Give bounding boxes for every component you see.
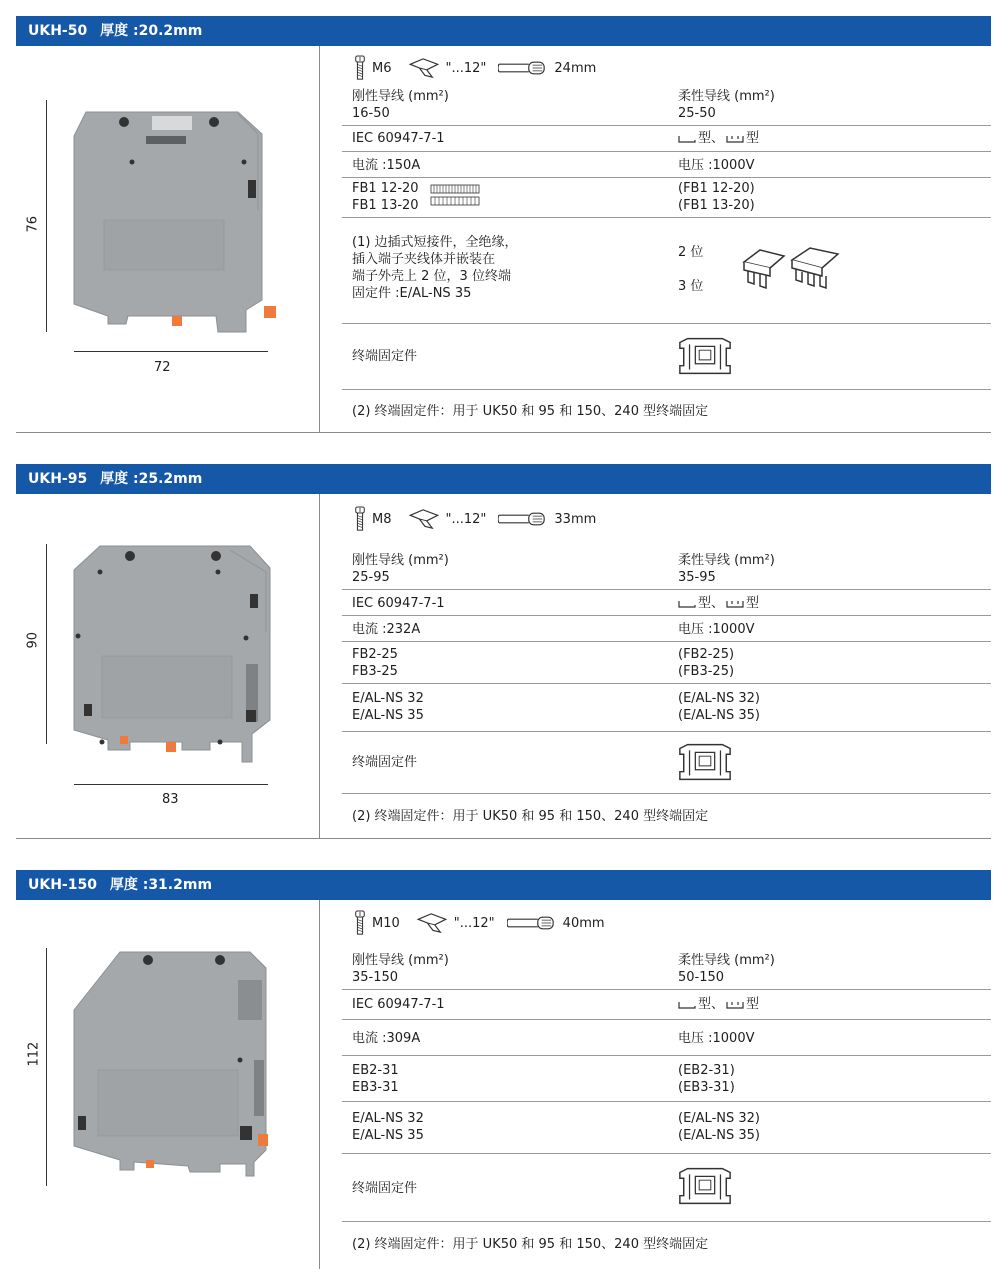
flex-label: 柔性导线 (mm²) [678, 953, 775, 968]
type-a-icon [678, 599, 696, 609]
end-stop-2: E/AL-NS 35 [352, 1128, 424, 1143]
section-ukh-50 [16, 16, 991, 434]
rigid-label: 刚性导线 (mm²) [352, 89, 449, 104]
voltage-rating: 电压 :1000V [678, 622, 755, 637]
spec-icon-row [354, 494, 596, 544]
product-image-panel [16, 494, 320, 838]
rigid-label: 刚性导线 (mm²) [352, 553, 449, 568]
flex-label: 柔性导线 (mm²) [678, 89, 775, 104]
thickness: 厚度 :20.2mm [100, 23, 203, 39]
end-clamp-row [342, 324, 991, 390]
width-dimension-label: 72 [154, 360, 171, 375]
thickness: 厚度 :25.2mm [100, 471, 203, 487]
rating-row [342, 152, 991, 178]
end-stop-1-alt: (E/AL-NS 32) [678, 691, 760, 706]
ukh-150-product-image [70, 950, 280, 1180]
end-clamp-row [342, 1154, 991, 1222]
bridge-1: EB2-31 [352, 1063, 399, 1078]
height-dimension-line [46, 544, 47, 744]
type-label-b: 型 [746, 131, 760, 146]
end-clamp-note: (2) 终端固定件：用于 UK50 和 95 和 150、240 型终端固定 [352, 1237, 709, 1252]
standard: IEC 60947-7-1 [352, 131, 445, 146]
spec-icon-row [354, 46, 596, 90]
standard: IEC 60947-7-1 [352, 997, 445, 1012]
section-header [16, 16, 991, 46]
strip-length: 24mm [554, 60, 597, 76]
end-stop-2-alt: (E/AL-NS 35) [678, 708, 760, 723]
stripping-tool-icon [408, 508, 440, 530]
screw-size: M8 [372, 511, 392, 527]
bridge-1: FB1 12-20 [352, 181, 419, 196]
rigid-value: 25-95 [352, 570, 390, 585]
type-label-a: 型、 [698, 596, 725, 611]
product-image-panel [16, 900, 320, 1269]
type-label-b: 型 [746, 596, 760, 611]
flex-value: 50-150 [678, 970, 725, 985]
note-line-2: 插入端子夹线体并嵌装在 [352, 252, 496, 267]
model-title: UKH-95 [28, 471, 88, 487]
strip-spec: "...12" [445, 511, 487, 527]
end-clamp-label: 终端固定件 [352, 349, 418, 364]
flex-value: 35-95 [678, 570, 716, 585]
height-dimension-label: 112 [26, 1041, 42, 1067]
note-row [342, 1222, 991, 1266]
type-label-a: 型、 [698, 997, 725, 1012]
wire-icon [498, 60, 548, 76]
rigid-value: 16-50 [352, 106, 390, 121]
position-2: 2 位 [678, 245, 704, 260]
bridge-row [342, 1056, 991, 1102]
model-title: UKH-50 [28, 23, 88, 39]
standard: IEC 60947-7-1 [352, 596, 445, 611]
strip-spec: "...12" [445, 60, 487, 76]
type-b-icon [726, 599, 744, 609]
bridge-2: EB3-31 [352, 1080, 399, 1095]
end-clamp-label: 终端固定件 [352, 755, 418, 770]
width-dimension-line [74, 784, 268, 785]
ukh-50-product-image [68, 110, 278, 336]
rating-row [342, 616, 991, 642]
position-3: 3 位 [678, 279, 704, 294]
bridge-2-alt: (FB1 13-20) [678, 198, 755, 213]
height-dimension-line [46, 948, 47, 1186]
current-rating: 电流 :232A [352, 622, 421, 637]
end-stop-1: E/AL-NS 32 [352, 1111, 424, 1126]
comb-bridge-icon [430, 184, 480, 208]
note-line-1: (1) 边插式短接件，全绝缘， [352, 235, 518, 250]
wire-icon [507, 915, 557, 931]
voltage-rating: 电压 :1000V [678, 158, 755, 173]
end-clamp-icon [676, 742, 734, 782]
end-clamp-label: 终端固定件 [352, 1181, 418, 1196]
height-dimension-label: 90 [25, 631, 41, 649]
bridge-2: FB3-25 [352, 664, 398, 679]
screw-size: M10 [372, 915, 400, 931]
wire-cross-section-row [342, 548, 991, 590]
bridge-2-3-position-icon [740, 242, 840, 292]
bridge-row [342, 178, 991, 218]
screw-icon [354, 504, 366, 534]
end-clamp-icon [676, 336, 734, 376]
screw-size: M6 [372, 60, 392, 76]
bridge-2-alt: (FB3-25) [678, 664, 735, 679]
flex-value: 25-50 [678, 106, 716, 121]
end-clamp-note: (2) 终端固定件：用于 UK50 和 95 和 150、240 型终端固定 [352, 809, 709, 824]
ukh-95-product-image [70, 544, 280, 764]
type-label-a: 型、 [698, 131, 725, 146]
wire-icon [498, 511, 548, 527]
end-clamp-icon [676, 1166, 734, 1206]
width-dimension-line [74, 351, 268, 352]
height-dimension-line [46, 100, 47, 332]
flex-label: 柔性导线 (mm²) [678, 553, 775, 568]
rigid-label: 刚性导线 (mm²) [352, 953, 449, 968]
section-ukh-150 [16, 870, 991, 1269]
height-dimension-label: 76 [25, 215, 41, 233]
connection-types [678, 595, 759, 612]
divider-0 [342, 46, 991, 47]
wire-cross-section-row [342, 86, 991, 126]
model-title: UKH-150 [28, 877, 97, 893]
note-row [342, 794, 991, 838]
bridge-row [342, 642, 991, 684]
strip-spec: "...12" [453, 915, 495, 931]
type-a-icon [678, 1000, 696, 1010]
bridge-1-alt: (FB1 12-20) [678, 181, 755, 196]
bridge-1-alt: (EB2-31) [678, 1063, 735, 1078]
stripping-tool-icon [408, 57, 440, 79]
screw-icon [354, 908, 366, 938]
section-header [16, 870, 991, 900]
end-stop-row [342, 1102, 991, 1154]
thickness: 厚度 :31.2mm [109, 877, 213, 893]
end-stop-1-alt: (E/AL-NS 32) [678, 1111, 760, 1126]
section-bottom-line [16, 432, 991, 433]
spec-icon-row [354, 900, 605, 946]
standard-row [342, 590, 991, 616]
end-clamp-note: (2) 终端固定件：用于 UK50 和 95 和 150、240 型终端固定 [352, 404, 709, 419]
note-row [342, 390, 991, 432]
type-label-b: 型 [746, 997, 760, 1012]
strip-length: 40mm [562, 915, 605, 931]
type-b-icon [726, 1000, 744, 1010]
product-image-panel [16, 46, 320, 432]
end-stop-1: E/AL-NS 32 [352, 691, 424, 706]
current-rating: 电流 :150A [352, 158, 421, 173]
spec-panel [320, 494, 991, 838]
standard-row [342, 990, 991, 1020]
bridge-1-alt: (FB2-25) [678, 647, 735, 662]
standard-row [342, 126, 991, 152]
connection-types [678, 996, 759, 1013]
type-b-icon [726, 134, 744, 144]
bridge-2: FB1 13-20 [352, 198, 419, 213]
current-rating: 电流 :309A [352, 1031, 421, 1046]
connection-types [678, 130, 759, 147]
stripping-tool-icon [416, 912, 448, 934]
note-line-4: 固定件 :E/AL-NS 35 [352, 286, 472, 301]
bridge-note-row [342, 218, 991, 324]
end-stop-row [342, 684, 991, 732]
end-stop-2-alt: (E/AL-NS 35) [678, 1128, 760, 1143]
section-bottom-line [16, 838, 991, 839]
spec-panel [320, 900, 991, 1269]
type-a-icon [678, 134, 696, 144]
end-clamp-row [342, 732, 991, 794]
rating-row [342, 1020, 991, 1056]
bridge-2-alt: (EB3-31) [678, 1080, 735, 1095]
width-dimension-label: 83 [162, 792, 179, 807]
voltage-rating: 电压 :1000V [678, 1031, 755, 1046]
rigid-value: 35-150 [352, 970, 399, 985]
wire-cross-section-row [342, 948, 991, 990]
strip-length: 33mm [554, 511, 597, 527]
screw-icon [354, 53, 366, 83]
section-header [16, 464, 991, 494]
spec-panel [320, 46, 991, 432]
note-line-3: 端子外壳上 2 位，3 位终端 [352, 269, 511, 284]
end-stop-2: E/AL-NS 35 [352, 708, 424, 723]
bridge-1: FB2-25 [352, 647, 398, 662]
section-ukh-95 [16, 464, 991, 840]
